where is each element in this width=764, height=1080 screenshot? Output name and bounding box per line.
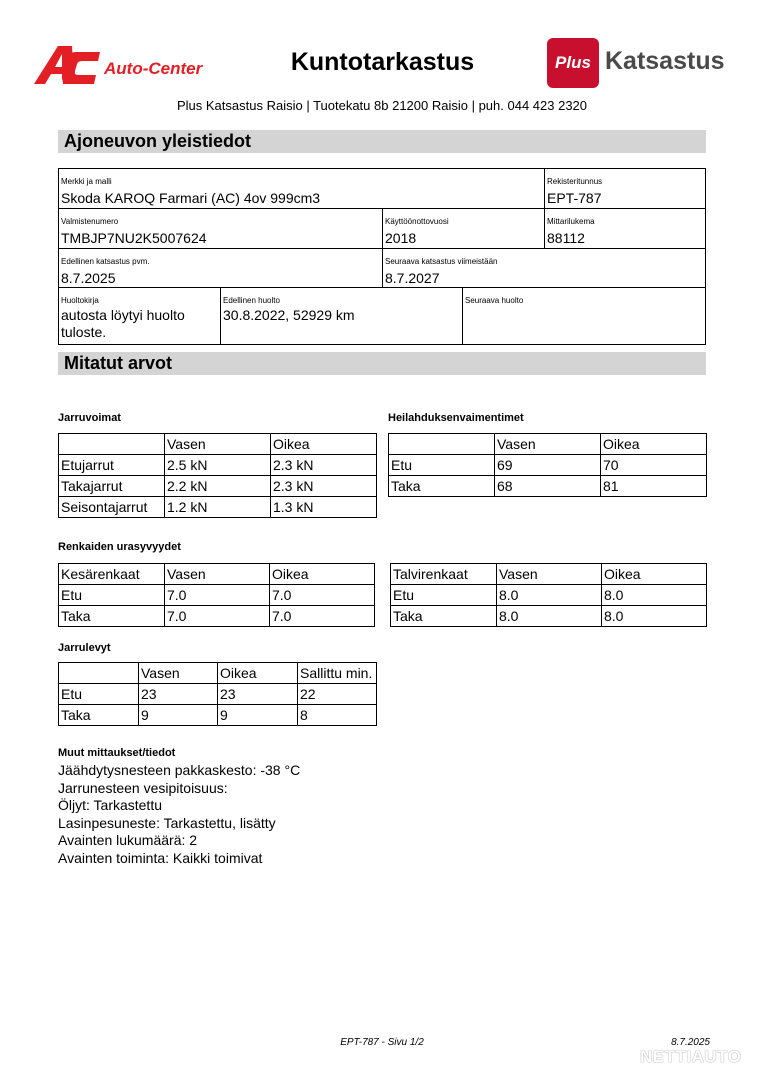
table-cell: 2.3 kN xyxy=(271,476,377,497)
table-cell: Oikea xyxy=(601,434,707,455)
footer-date: 8.7.2025 xyxy=(671,1037,710,1048)
service-book-cell xyxy=(58,287,221,345)
make-model-label: Merkki ja malli xyxy=(61,177,112,186)
table-row xyxy=(59,705,377,726)
last-inspection-label: Edellinen katsastus pvm. xyxy=(61,257,150,266)
table-cell: 1.2 kN xyxy=(165,497,271,518)
summer-tires-table xyxy=(58,563,375,627)
vin-label: Valmistenumero xyxy=(61,217,119,226)
table-cell: Takajarrut xyxy=(59,476,165,497)
note-line: Lasinpesuneste: Tarkastettu, lisätty xyxy=(58,814,276,831)
table-row xyxy=(59,455,377,476)
table-header-row xyxy=(59,434,377,455)
table-cell: 81 xyxy=(601,476,707,497)
ac-logo-mark xyxy=(34,44,224,86)
table-cell: 22 xyxy=(298,684,377,705)
table-cell: 1.3 kN xyxy=(271,497,377,518)
other-measurements xyxy=(58,762,300,867)
table-cell: 70 xyxy=(601,455,707,476)
table-cell: Taka xyxy=(389,476,495,497)
table-cell: 2.2 kN xyxy=(165,476,271,497)
last-inspection-value: 8.7.2025 xyxy=(61,270,116,286)
table-cell: 9 xyxy=(218,705,298,726)
table-cell: Sallittu min. xyxy=(298,663,377,684)
table-cell: Taka xyxy=(391,606,497,627)
auto-center-logo xyxy=(34,44,224,86)
table-cell: 7.0 xyxy=(270,606,375,627)
next-inspection-cell xyxy=(382,248,706,288)
shocks-table xyxy=(388,433,707,497)
vin-value: TMBJP7NU2K5007624 xyxy=(61,230,207,246)
service-book-line-1: autosta löytyi huolto xyxy=(61,307,185,323)
nettiauto-watermark: NETTIAUTO xyxy=(640,1047,742,1066)
table-cell: 8.0 xyxy=(497,606,602,627)
vehicle-info-grid xyxy=(58,168,706,345)
table-cell: Kesärenkaat xyxy=(59,564,165,585)
table-row xyxy=(59,497,377,518)
table-cell: Taka xyxy=(59,705,139,726)
table-cell: Etu xyxy=(389,455,495,476)
table-cell: 7.0 xyxy=(165,585,270,606)
table-cell: 9 xyxy=(139,705,218,726)
plus-badge: Plus xyxy=(547,38,599,88)
table-row xyxy=(391,585,707,606)
table-cell: Oikea xyxy=(270,564,375,585)
odometer-value: 88112 xyxy=(547,230,585,246)
odometer-label: Mittarilukema xyxy=(547,217,595,226)
vin-cell xyxy=(58,208,383,249)
table-cell: Oikea xyxy=(271,434,377,455)
first-use-year-cell xyxy=(382,208,545,249)
service-book-label: Huoltokirja xyxy=(61,296,99,305)
table-header-row xyxy=(59,564,375,585)
registration-value: EPT-787 xyxy=(547,190,602,206)
table-cell: 23 xyxy=(139,684,218,705)
table-cell: 7.0 xyxy=(165,606,270,627)
table-cell: Oikea xyxy=(218,663,298,684)
table-cell: 7.0 xyxy=(270,585,375,606)
first-use-year-label: Käyttöönottovuosi xyxy=(385,217,449,226)
table-cell: 69 xyxy=(495,455,601,476)
table-cell: 8.0 xyxy=(602,606,707,627)
table-cell: Talvirenkaat xyxy=(391,564,497,585)
table-cell: Vasen xyxy=(165,564,270,585)
note-line: Öljyt: Tarkastettu xyxy=(58,797,163,813)
table-cell: 2.3 kN xyxy=(271,455,377,476)
ac-logo-text: Auto-Center xyxy=(104,59,203,78)
table-row xyxy=(59,476,377,497)
note-line: Jäähdytysnesteen pakkaskesto: -38 °C xyxy=(58,762,301,778)
table-cell: Vasen xyxy=(139,663,218,684)
station-info: Plus Katsastus Raisio | Tuotekatu 8b 21200 Raisio | puh. 044 423 2320 xyxy=(176,98,588,113)
next-inspection-label: Seuraava katsastus viimeistään xyxy=(385,257,498,266)
table-header-row xyxy=(391,564,707,585)
table-cell: 68 xyxy=(495,476,601,497)
shocks-title: Heilahduksenvaimentimet xyxy=(388,412,524,424)
table-header-row xyxy=(389,434,707,455)
table-cell: Taka xyxy=(59,606,165,627)
table-cell: 23 xyxy=(218,684,298,705)
table-cell: 8.0 xyxy=(497,585,602,606)
last-service-label: Edellinen huolto xyxy=(223,296,280,305)
note-line: Avainten lukumäärä: 2 xyxy=(58,832,198,848)
table-row xyxy=(59,606,375,627)
table-cell: Vasen xyxy=(495,434,601,455)
table-cell: 2.5 kN xyxy=(165,455,271,476)
last-inspection-cell xyxy=(58,248,383,288)
odometer-cell xyxy=(544,208,706,249)
table-row xyxy=(59,585,375,606)
last-service-cell xyxy=(220,287,463,345)
table-cell: 8.0 xyxy=(602,585,707,606)
table-header-row xyxy=(59,663,377,684)
discs-title: Jarrulevyt xyxy=(58,642,111,654)
table-cell: Etu xyxy=(391,585,497,606)
discs-table xyxy=(58,662,377,726)
brakes-title: Jarruvoimat xyxy=(58,412,121,424)
service-book-line-2: tuloste. xyxy=(61,324,107,340)
service-book-value xyxy=(61,307,185,341)
table-row xyxy=(389,476,707,497)
table-cell: Etujarrut xyxy=(59,455,165,476)
next-inspection-value: 8.7.2027 xyxy=(385,270,440,286)
table-cell xyxy=(59,434,165,455)
brakes-table xyxy=(58,433,377,518)
table-cell: Seisontajarrut xyxy=(59,497,165,518)
table-cell: Vasen xyxy=(497,564,602,585)
registration-cell xyxy=(544,168,706,209)
make-model-value: Skoda KAROQ Farmari (AC) 4ov 999cm3 xyxy=(61,190,321,206)
last-service-value: 30.8.2022, 52929 km xyxy=(223,307,355,323)
plus-logo-word: Katsastus xyxy=(605,47,725,75)
registration-label: Rekisteritunnus xyxy=(547,177,603,186)
make-model-cell xyxy=(58,168,545,209)
table-row xyxy=(59,684,377,705)
table-cell: Vasen xyxy=(165,434,271,455)
table-cell: Etu xyxy=(59,585,165,606)
table-cell: 8 xyxy=(298,705,377,726)
section-measured-header: Mitatut arvot xyxy=(58,352,706,375)
other-title: Muut mittaukset/tiedot xyxy=(58,747,176,759)
section-vehicle-header: Ajoneuvon yleistiedot xyxy=(58,130,706,153)
winter-tires-table xyxy=(390,563,707,627)
table-cell: Oikea xyxy=(602,564,707,585)
table-row xyxy=(391,606,707,627)
table-row xyxy=(389,455,707,476)
next-service-label: Seuraava huolto xyxy=(465,296,524,305)
table-cell xyxy=(389,434,495,455)
tires-title: Renkaiden urasyvyydet xyxy=(58,541,181,553)
note-line: Avainten toiminta: Kaikki toimivat xyxy=(58,849,263,866)
page-footer: EPT-787 - Sivu 1/2 xyxy=(340,1037,424,1048)
first-use-year-value: 2018 xyxy=(385,230,417,246)
note-line: Jarrunesteen vesipitoisuus: xyxy=(58,779,228,796)
plus-katsastus-logo xyxy=(547,38,727,88)
next-service-cell xyxy=(462,287,706,345)
document-title: Kuntotarkastus xyxy=(290,48,475,76)
table-cell: Etu xyxy=(59,684,139,705)
table-cell xyxy=(59,663,139,684)
